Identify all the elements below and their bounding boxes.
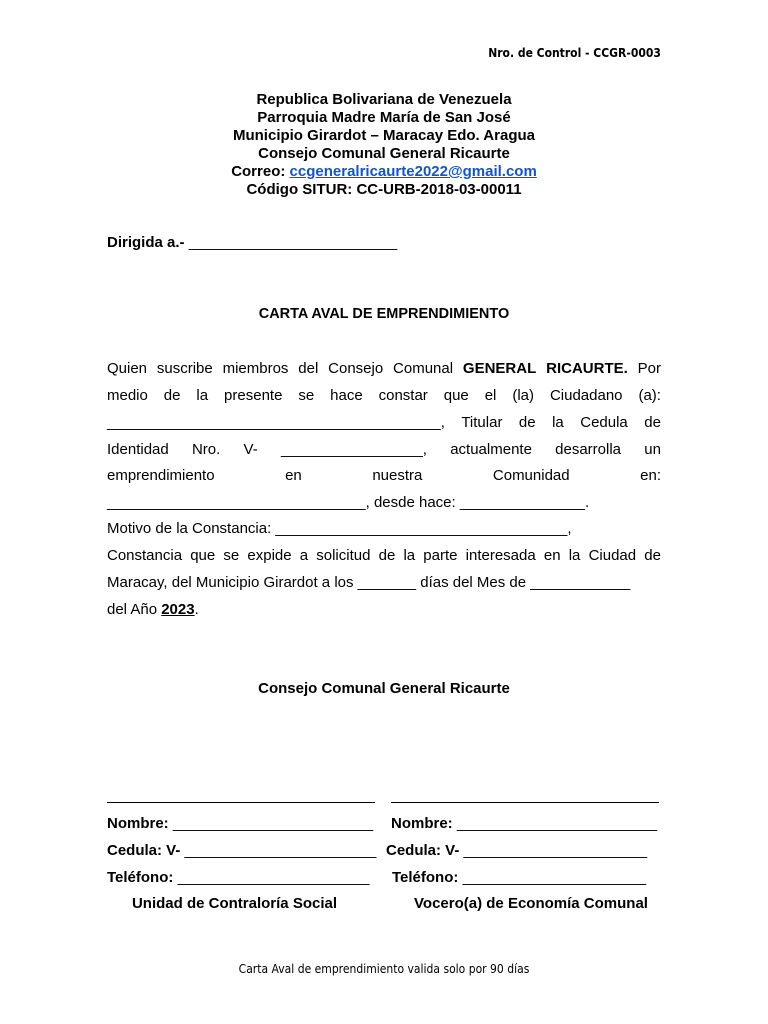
cedula-blank: _______________________ [184, 842, 377, 859]
word: de [378, 547, 396, 564]
word: interesada [465, 547, 536, 564]
word: nuestra [372, 467, 423, 484]
right-telefono-row [392, 869, 646, 886]
telefono-blank: _______________________ [177, 869, 370, 886]
body-line-6: _______________________________, desde hace: _______________. [107, 494, 590, 511]
telefono-blank: ______________________ [462, 869, 647, 886]
nombre-blank: ________________________ [456, 815, 658, 832]
word: emprendimiento [107, 467, 215, 484]
council-name-bold: RICAURTE. [546, 360, 628, 377]
word: (la) [512, 387, 535, 404]
word: Cedula [580, 414, 628, 431]
body-line-1 [107, 355, 661, 382]
word: un [644, 441, 661, 458]
left-cedula-row [107, 842, 376, 859]
email-label: Correo: [231, 163, 286, 180]
citizen-name-blank: ________________________________________, [107, 414, 445, 431]
telefono-label: Teléfono: [392, 869, 459, 886]
telefono-label: Teléfono: [107, 869, 174, 886]
cedula-label: Cedula: V- [107, 842, 181, 859]
nombre-label: Nombre: [391, 815, 453, 832]
word: del [298, 360, 319, 377]
nombre-blank: ________________________ [172, 815, 374, 832]
word: en: [640, 467, 661, 484]
word: la [568, 547, 581, 564]
right-cedula-row [386, 842, 647, 859]
signature-line-right [391, 802, 659, 803]
body-line-9: Maracay, del Municipio Girardot a los _______ días del Mes de ____________ [107, 574, 631, 591]
council-name-bold: GENERAL [462, 360, 537, 377]
word: el [484, 387, 497, 404]
word: Identidad [107, 441, 169, 458]
word: de [644, 414, 661, 431]
word: V- [243, 441, 258, 458]
word: de [644, 547, 661, 564]
body-line-10 [107, 596, 661, 623]
word: Nro. [191, 441, 221, 458]
word: parte [423, 547, 458, 564]
header-email-line [0, 163, 768, 181]
signature-line-left [107, 802, 375, 803]
body-line-8 [107, 542, 661, 569]
word: actualmente [450, 441, 532, 458]
email-link[interactable]: ccgeneralricaurte2022@gmail.com [289, 163, 537, 180]
word: Comunal [393, 360, 454, 377]
body-line-5 [107, 462, 661, 489]
body-line-7-motive: Motivo de la Constancia: ___________________________________, [107, 520, 572, 537]
word: presente [224, 387, 283, 404]
left-telefono-row [107, 869, 369, 886]
word: Ciudad [588, 547, 637, 564]
control-number: Nro. de Control - CCGR-0003 [488, 46, 661, 60]
word: Ciudadano [549, 387, 623, 404]
word: Consejo [328, 360, 384, 377]
header-line-parish: Parroquia Madre María de San José [257, 109, 511, 126]
header-situr-code: Código SITUR: CC-URB-2018-03-00011 [246, 181, 522, 198]
word: que [443, 387, 469, 404]
header-line-council: Consejo Comunal General Ricaurte [258, 145, 510, 162]
word: suscribe [156, 360, 213, 377]
id-number-blank: _________________, [280, 441, 427, 458]
word: en [285, 467, 302, 484]
body-line-2 [107, 382, 661, 409]
right-role: Vocero(a) de Economía Comunal [414, 895, 648, 912]
word: en [543, 547, 561, 564]
addressee-blank: _________________________ [188, 234, 398, 251]
period: . [194, 601, 199, 618]
word: hace [330, 387, 363, 404]
word: se [223, 547, 240, 564]
header-line-country: Republica Bolivariana de Venezuela [256, 91, 512, 108]
word: Por [637, 360, 661, 377]
word: solicitud [316, 547, 371, 564]
header-line-municipality: Municipio Girardot – Maracay Edo. Aragua [232, 127, 535, 144]
right-nombre-row [391, 815, 657, 832]
word: (a): [638, 387, 661, 404]
word: miembros [222, 360, 289, 377]
word: Comunidad [492, 467, 570, 484]
document-header [0, 91, 768, 199]
word: Quien [107, 360, 148, 377]
document-title: CARTA AVAL DE EMPRENDIMIENTO [258, 306, 510, 322]
word: Titular [461, 414, 503, 431]
word: a [299, 547, 309, 564]
word: Constancia [107, 547, 183, 564]
left-role: Unidad de Contraloría Social [131, 895, 338, 912]
cedula-label: Cedula: V- [386, 842, 460, 859]
year-value: 2023 [161, 601, 195, 618]
word: la [196, 387, 209, 404]
word: la [552, 414, 564, 431]
word: expide [247, 547, 292, 564]
word: de [163, 387, 181, 404]
year-label: del Año [107, 601, 162, 618]
word: que [190, 547, 216, 564]
word: la [403, 547, 416, 564]
word: desarrolla [555, 441, 622, 458]
word: constar [378, 387, 428, 404]
word: se [298, 387, 315, 404]
addressee-line [107, 234, 397, 251]
validity-footer: Carta Aval de emprendimiento valida solo por 90 días [238, 962, 530, 976]
cedula-blank: ______________________ [463, 842, 648, 859]
body-line-4 [107, 436, 661, 463]
nombre-label: Nombre: [107, 815, 169, 832]
body-line-3 [107, 409, 661, 436]
word: de [518, 414, 536, 431]
left-nombre-row [107, 815, 373, 832]
word: medio [107, 387, 148, 404]
addressee-label: Dirigida a.- [107, 234, 185, 251]
council-signature-heading: Consejo Comunal General Ricaurte [258, 680, 510, 697]
